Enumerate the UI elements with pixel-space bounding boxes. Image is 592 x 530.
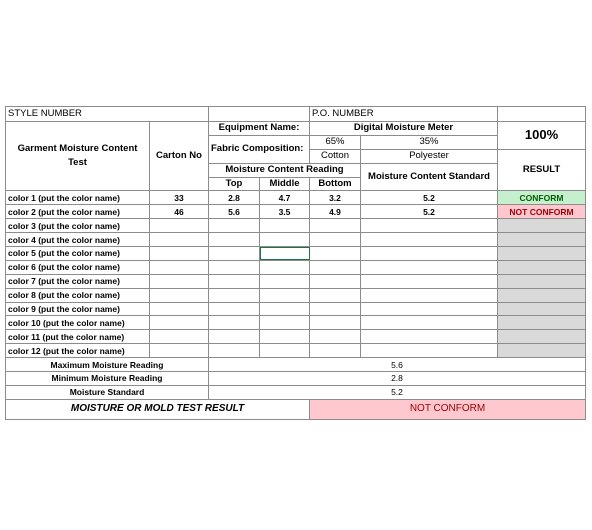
moisture-standard-value[interactable]: 5.2 bbox=[209, 385, 586, 399]
standard-cell[interactable] bbox=[361, 233, 498, 247]
middle-reading-cell[interactable] bbox=[260, 344, 310, 358]
moisture-standard-header[interactable]: Moisture Content Standard bbox=[361, 163, 498, 191]
color-name-cell[interactable]: color 11 (put the color name) bbox=[6, 330, 150, 344]
top-reading-cell[interactable] bbox=[209, 316, 260, 330]
carton-no-header[interactable]: Carton No bbox=[150, 122, 209, 191]
top-reading-cell[interactable]: 5.6 bbox=[209, 205, 260, 219]
standard-cell[interactable] bbox=[361, 247, 498, 261]
color-name-cell[interactable]: color 3 (put the color name) bbox=[6, 219, 150, 233]
result-cell[interactable]: CONFORM bbox=[498, 191, 586, 205]
color-name-cell[interactable]: color 7 (put the color name) bbox=[6, 274, 150, 288]
result-cell[interactable] bbox=[498, 302, 586, 316]
table-row bbox=[6, 191, 586, 205]
bottom-reading-cell[interactable] bbox=[310, 247, 361, 261]
bottom-reading-cell[interactable] bbox=[310, 344, 361, 358]
top-column-header[interactable]: Top bbox=[209, 177, 260, 191]
moisture-test-sheet bbox=[5, 106, 586, 420]
carton-no-cell[interactable] bbox=[150, 288, 209, 302]
carton-no-cell[interactable]: 46 bbox=[150, 205, 209, 219]
color-name-cell[interactable]: color 8 (put the color name) bbox=[6, 288, 150, 302]
carton-no-cell[interactable] bbox=[150, 274, 209, 288]
middle-reading-cell[interactable] bbox=[260, 302, 310, 316]
bottom-reading-cell[interactable] bbox=[310, 288, 361, 302]
top-reading-cell[interactable] bbox=[209, 330, 260, 344]
table-row bbox=[6, 316, 586, 330]
standard-cell[interactable] bbox=[361, 274, 498, 288]
bottom-reading-cell[interactable] bbox=[310, 260, 361, 274]
table-row bbox=[6, 247, 586, 261]
carton-no-cell[interactable] bbox=[150, 247, 209, 261]
middle-reading-cell[interactable] bbox=[260, 247, 310, 261]
po-number-label[interactable]: P.O. NUMBER bbox=[310, 107, 498, 122]
result-cell[interactable] bbox=[498, 330, 586, 344]
result-cell[interactable] bbox=[498, 288, 586, 302]
middle-reading-cell[interactable] bbox=[260, 316, 310, 330]
table-row bbox=[6, 302, 586, 316]
top-reading-cell[interactable] bbox=[209, 288, 260, 302]
carton-no-cell[interactable]: 33 bbox=[150, 191, 209, 205]
middle-column-header[interactable]: Middle bbox=[260, 177, 310, 191]
po-number-value-cell[interactable] bbox=[498, 107, 586, 122]
color-name-cell[interactable]: color 1 (put the color name) bbox=[6, 191, 150, 205]
top-reading-cell[interactable]: 2.8 bbox=[209, 191, 260, 205]
result-cell[interactable] bbox=[498, 274, 586, 288]
color-name-cell[interactable]: color 10 (put the color name) bbox=[6, 316, 150, 330]
top-reading-cell[interactable] bbox=[209, 233, 260, 247]
style-number-label[interactable]: STYLE NUMBER bbox=[6, 107, 209, 122]
bottom-reading-cell[interactable]: 3.2 bbox=[310, 191, 361, 205]
final-result-value[interactable]: NOT CONFORM bbox=[310, 399, 586, 419]
middle-reading-cell[interactable] bbox=[260, 330, 310, 344]
carton-no-cell[interactable] bbox=[150, 316, 209, 330]
table-row bbox=[6, 260, 586, 274]
middle-reading-cell[interactable] bbox=[260, 274, 310, 288]
fabric-composition-label[interactable]: Fabric Composition: bbox=[209, 135, 310, 163]
result-cell[interactable] bbox=[498, 260, 586, 274]
standard-cell[interactable] bbox=[361, 316, 498, 330]
middle-reading-cell[interactable] bbox=[260, 288, 310, 302]
table-row bbox=[6, 205, 586, 219]
moisture-standard-label[interactable]: Moisture Standard bbox=[6, 385, 209, 399]
carton-no-cell[interactable] bbox=[150, 344, 209, 358]
percent-cell[interactable]: 100% bbox=[498, 122, 586, 150]
carton-no-cell[interactable] bbox=[150, 219, 209, 233]
color-name-cell[interactable]: color 6 (put the color name) bbox=[6, 260, 150, 274]
carton-no-cell[interactable] bbox=[150, 233, 209, 247]
top-reading-cell[interactable] bbox=[209, 344, 260, 358]
moisture-reading-header[interactable]: Moisture Content Reading bbox=[209, 163, 361, 177]
carton-no-cell[interactable] bbox=[150, 330, 209, 344]
table-row bbox=[6, 274, 586, 288]
table-row bbox=[6, 219, 586, 233]
color-name-cell[interactable]: color 12 (put the color name) bbox=[6, 344, 150, 358]
standard-cell[interactable] bbox=[361, 344, 498, 358]
middle-reading-cell[interactable] bbox=[260, 260, 310, 274]
table-row bbox=[6, 288, 586, 302]
equipment-name-value[interactable]: Digital Moisture Meter bbox=[310, 122, 498, 136]
final-result-label[interactable]: MOISTURE OR MOLD TEST RESULT bbox=[6, 399, 310, 419]
bottom-reading-cell[interactable] bbox=[310, 316, 361, 330]
color-name-cell[interactable]: color 4 (put the color name) bbox=[6, 233, 150, 247]
carton-no-cell[interactable] bbox=[150, 302, 209, 316]
result-cell[interactable] bbox=[498, 344, 586, 358]
middle-reading-cell[interactable]: 3.5 bbox=[260, 205, 310, 219]
fabric-percent-2[interactable]: 35% bbox=[361, 135, 498, 149]
standard-cell[interactable]: 5.2 bbox=[361, 205, 498, 219]
middle-reading-cell[interactable] bbox=[260, 233, 310, 247]
standard-cell[interactable] bbox=[361, 330, 498, 344]
standard-cell[interactable] bbox=[361, 288, 498, 302]
top-reading-cell[interactable] bbox=[209, 260, 260, 274]
table-row bbox=[6, 344, 586, 358]
style-number-value-cell[interactable] bbox=[209, 107, 310, 122]
result-cell[interactable] bbox=[498, 233, 586, 247]
middle-reading-cell[interactable] bbox=[260, 219, 310, 233]
fabric-material-1[interactable]: Cotton bbox=[310, 149, 361, 163]
min-reading-value[interactable]: 2.8 bbox=[209, 372, 586, 386]
color-name-cell[interactable]: color 2 (put the color name) bbox=[6, 205, 150, 219]
result-cell[interactable]: NOT CONFORM bbox=[498, 205, 586, 219]
bottom-reading-cell[interactable] bbox=[310, 330, 361, 344]
bottom-reading-cell[interactable] bbox=[310, 219, 361, 233]
standard-cell[interactable] bbox=[361, 219, 498, 233]
top-reading-cell[interactable] bbox=[209, 302, 260, 316]
result-cell[interactable] bbox=[498, 316, 586, 330]
bottom-reading-cell[interactable] bbox=[310, 274, 361, 288]
color-name-cell[interactable]: color 5 (put the color name) bbox=[6, 247, 150, 261]
bottom-reading-cell[interactable] bbox=[310, 233, 361, 247]
color-name-cell[interactable]: color 9 (put the color name) bbox=[6, 302, 150, 316]
max-reading-value[interactable]: 5.6 bbox=[209, 358, 586, 372]
standard-cell[interactable] bbox=[361, 260, 498, 274]
max-reading-label[interactable]: Maximum Moisture Reading bbox=[6, 358, 209, 372]
min-reading-label[interactable]: Minimum Moisture Reading bbox=[6, 372, 209, 386]
bottom-reading-cell[interactable]: 4.9 bbox=[310, 205, 361, 219]
bottom-column-header[interactable]: Bottom bbox=[310, 177, 361, 191]
fabric-percent-1[interactable]: 65% bbox=[310, 135, 361, 149]
test-title[interactable]: Garment Moisture Content Test bbox=[6, 122, 150, 191]
middle-reading-cell[interactable]: 4.7 bbox=[260, 191, 310, 205]
result-cell[interactable] bbox=[498, 247, 586, 261]
fabric-material-2[interactable]: Polyester bbox=[361, 149, 498, 163]
bottom-reading-cell[interactable] bbox=[310, 302, 361, 316]
result-header[interactable]: RESULT bbox=[498, 149, 586, 191]
standard-cell[interactable]: 5.2 bbox=[361, 191, 498, 205]
standard-cell[interactable] bbox=[361, 302, 498, 316]
equipment-name-label[interactable]: Equipment Name: bbox=[209, 122, 310, 136]
top-reading-cell[interactable] bbox=[209, 247, 260, 261]
top-reading-cell[interactable] bbox=[209, 274, 260, 288]
top-reading-cell[interactable] bbox=[209, 219, 260, 233]
result-cell[interactable] bbox=[498, 219, 586, 233]
table-row bbox=[6, 330, 586, 344]
carton-no-cell[interactable] bbox=[150, 260, 209, 274]
table-row bbox=[6, 233, 586, 247]
